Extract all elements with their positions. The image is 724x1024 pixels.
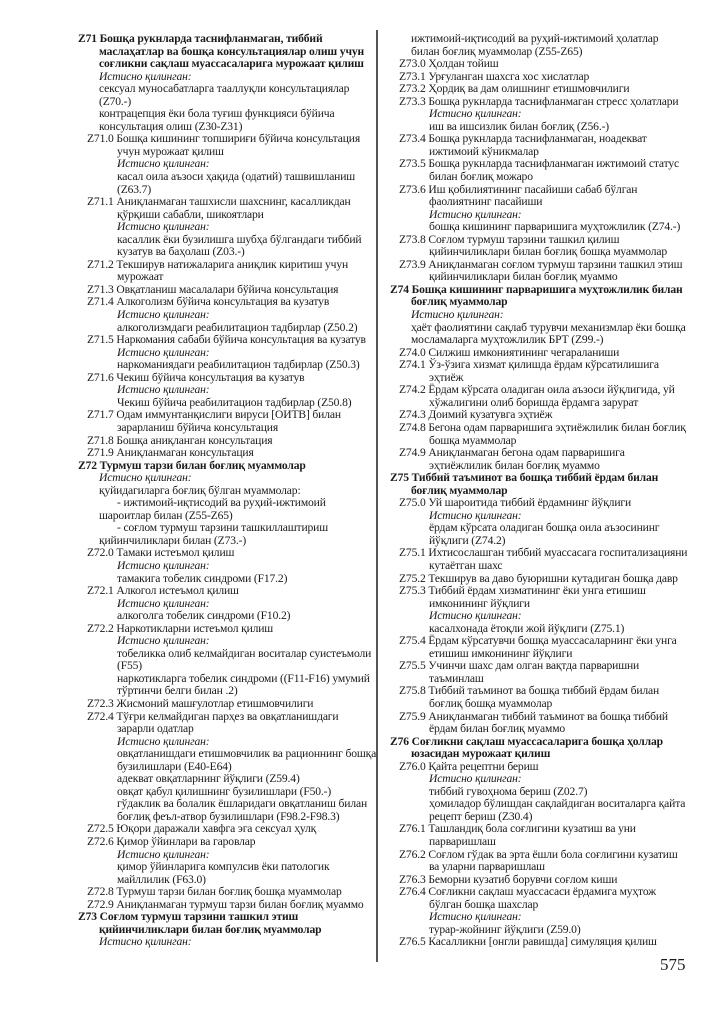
exclusion-label: Истисно қилинган:: [429, 772, 522, 786]
note-line: адекват овқатларнинг йўқлиги (Z59.4): [117, 772, 300, 786]
note-line: контрацепция ёки бола туғиш функцияси бўйича: [99, 107, 335, 121]
subcategory-line: Z73.9 Аниқланмаган соғлом турмуш тарзини ташкил этиш: [399, 257, 683, 271]
subcategory-line: Z73.2 Ҳордиқ ва дам олишнинг етишмовчилиги: [399, 82, 630, 96]
note-line: шароитлар билан (Z55-Z65): [99, 508, 233, 522]
subcategory-continuation: билан боғлиқ можаро: [429, 170, 533, 184]
category-heading-continuation: боғлиқ муаммолар: [411, 295, 508, 309]
subcategory-line: Z75.9 Аниқланмаган тиббий таъминот ва бошқа тиббий: [399, 709, 668, 723]
subcategory-continuation: зарарланиш бўйича консультация: [117, 420, 279, 434]
subcategory-line: Z73.5 Бошқа рукнларда таснифланмаган ижтимоий статус: [399, 157, 679, 171]
right-column: [390, 33, 690, 949]
exclusion-label: Истисно қилинган:: [117, 157, 210, 171]
note-line: овқат қабул қилишнинг бузилишлари (F50.-): [117, 784, 332, 798]
category-heading: Z73 Соғлом турмуш тарзини ташкил этиш: [78, 910, 299, 924]
note-line: касалхонада ётоқли жой йўқлиги (Z75.1): [429, 621, 625, 635]
note-line: ҳаёт фаолиятини сақлаб турувчи механизмлар ёки бошқа: [411, 320, 686, 334]
subcategory-line: Z74.1 Ўз-ўзига хизмат қилишда ёрдам кўрсатилишига: [399, 358, 659, 372]
subcategory-line: Z72.0 Тамаки истеъмол қилиш: [87, 546, 235, 560]
note-line: кузатув ва баҳолаш (Z03.-): [117, 245, 245, 259]
subcategory-continuation: эҳтиёж: [429, 370, 464, 384]
subcategory-line: Z76.4 Соғликни сақлаш муассасаси ёрдамига муҳтож: [399, 885, 657, 899]
subcategory-line: Z74.2 Ёрдам кўрсата оладиган оила аъзоси йўқлигида, уй: [399, 383, 675, 397]
note-line: касал оила аъзоси ҳақида (одатий) ташвишланиш: [117, 170, 356, 184]
subcategory-line: Z71.3 Овқатланиш масалалари бўйича консультация: [87, 282, 339, 296]
exclusion-label: Истисно қилинган:: [429, 508, 522, 522]
subcategory-line: Z76.0 Қайта рецептни бериш: [399, 759, 539, 773]
exclusion-label: Истисно қилинган:: [117, 847, 210, 861]
subcategory-line: Z71.2 Текширув натижаларига аниқлик киритиш учун: [87, 257, 349, 271]
note-line: (F55): [117, 659, 143, 673]
exclusion-label: Истисно қилинган:: [99, 935, 192, 949]
subcategory-line: Z73.0 Ҳолдан тойиш: [399, 57, 499, 71]
subcategory-line: Z72.6 Қимор ўйинлари ва гаровлар: [87, 835, 256, 848]
note-line: бошқа кишининг парваришига муҳтожлилик (Z74.-): [429, 220, 681, 234]
subcategory-line: Z75.2 Текширув ва даво буюришни кутадиган бошқа давр: [399, 571, 678, 585]
subcategory-line: Z75.5 Учинчи шахс дам олган вақтда парваришни: [399, 659, 640, 673]
category-heading: Z74 Бошқа кишининг парваришига муҳтожлилик билан: [390, 282, 683, 296]
subcategory-line: Z73.8 Соғлом турмуш тарзини ташкил қилиш: [399, 232, 620, 246]
subcategory-continuation: кутаётган шахс: [429, 558, 503, 572]
subcategory-continuation: боғлиқ бошқа муаммолар: [429, 696, 553, 710]
exclusion-label: Истисно қилинган:: [117, 345, 210, 359]
note-line: наркотикларга тобелик синдроми ((F11-F16) умумий: [117, 671, 370, 685]
exclusion-label: Истисно қилинган:: [99, 69, 192, 83]
subcategory-continuation: қийинчиликлари билан боғлиқ бошқа муаммолар: [429, 245, 668, 259]
note-line: тиббий гувоҳнома бериш (Z02.7): [429, 784, 588, 798]
note-line: иш ва ишсизлик билан боғлиқ (Z56.-): [429, 119, 609, 133]
subcategory-line: Z72.8 Турмуш тарзи билан боғлиқ бошқа муаммолар: [87, 885, 342, 899]
subcategory-line: Z71.4 Алкоголизм бўйича консультация ва кузатув: [87, 295, 330, 309]
subcategory-continuation: бошқа муаммолар: [429, 433, 517, 447]
note-line: тамакига тобелик синдроми (F17.2): [117, 571, 288, 585]
note-line: қимор ўйинларига компулсив ёки патологик: [117, 860, 330, 874]
subcategory-continuation: фаолиятнинг пасайиши: [429, 195, 543, 209]
note-line: алкоголизмдаги реабилитацион тадбирлар (Z50.2): [117, 320, 358, 334]
note-line: наркоманиядаги реабилитацион тадбирлар (Z50.3): [117, 358, 360, 372]
subcategory-line: Z73.3 Бошқа рукнларда таснифланмаган стресс ҳолатлари: [399, 94, 679, 108]
subcategory-line: Z76.2 Соғлом гўдак ва эрта ёшли бола соғлигини кузатиш: [399, 847, 678, 861]
subcategory-line: Z71.0 Бошқа кишининг топшириғи бўйича консультация: [87, 132, 361, 146]
subcategory-continuation: бўлган бошқа шахслар: [429, 897, 539, 911]
note-line: тўртинчи белги билан .2): [117, 684, 238, 698]
note-line: қийинчиликлари билан (Z73.-): [99, 533, 247, 547]
note-line: (Z63.7): [117, 182, 152, 196]
note-line: майллилик (F63.0): [117, 872, 206, 886]
note-line: сексуал муносабатларга тааллуқли консультациялар: [99, 82, 350, 96]
subcategory-continuation: қийинчиликлари билан боғлиқ муаммо: [429, 270, 618, 284]
subcategory-line: Z72.5 Юқори даражали хавфга эга сексуал ҳулқ: [87, 822, 317, 836]
note-line: касаллик ёки бузилишга шубҳа бўлгандаги тиббий: [117, 232, 362, 246]
subcategory-line: Z74.9 Аниқланмаган бегона одам парваришига: [399, 446, 625, 460]
category-heading-continuation: боғлиқ муаммолар: [411, 483, 508, 497]
subcategory-continuation: қўрқиши сабабли, шикоятлари: [117, 207, 264, 221]
note-line: қуйидагиларга боғлиқ бўлган муаммолар:: [99, 483, 301, 497]
note-line: мосламаларга муҳтожлилик БРТ (Z99.-): [411, 333, 604, 347]
note-line: ёрдам кўрсата оладиган бошқа оила аъзосининг: [429, 521, 660, 535]
subcategory-line: Z75.3 Тиббий ёрдам хизматининг ёки унга етишиш: [399, 584, 646, 598]
page-number: 575: [660, 955, 686, 974]
exclusion-label: Истисно қилинган:: [117, 596, 210, 610]
subcategory-line: Z74.0 Силжиш имкониятининг чегараланиши: [399, 345, 620, 359]
subcategory-line: Z73.1 Урғуланган шахсга хос хислатлар: [399, 69, 590, 83]
subcategory-line: Z74.8 Бегона одам парваришига эҳтиёжлилик билан боғлиқ: [399, 420, 686, 434]
subcategory-line: Z71.7 Одам иммунтанқислиги вируси [ОИТВ] билан: [87, 408, 341, 422]
subcategory-line: Z71.9 Аниқланмаган консультация: [87, 446, 254, 460]
exclusion-label: Истисно қилинган:: [429, 207, 522, 221]
category-heading: Z75 Тиббий таъминот ва бошқа тиббий ёрдам билан: [390, 471, 659, 485]
category-heading: Z76 Соғликни сақлаш муассасаларига бошқа ҳоллар: [390, 734, 663, 748]
subcategory-continuation: имконининг йўқлиги: [429, 596, 530, 610]
subcategory-line: Z72.3 Жисмоний машғулотлар етишмовчилиги: [87, 696, 314, 710]
note-line: тобеликка олиб келмайдиган воситалар суистеъмоли: [117, 646, 372, 660]
note-line: гўдаклик ва болалик ёшларидаги овқатланиш билан: [117, 797, 368, 811]
subcategory-line: Z71.5 Наркомания сабаби бўйича консультация ва кузатув: [87, 333, 366, 347]
subcategory-continuation: етишиш имконининг йўқлиги: [429, 646, 573, 660]
subcategory-continuation: ижтимоий кўникмалар: [429, 144, 539, 158]
note-dash-line: - ижтимоий-иқтисодий ва руҳий-ижтимоий: [117, 496, 326, 510]
note-line: билан боғлиқ муаммолар (Z55-Z65): [411, 44, 583, 58]
note-line: алкоголга тобелик синдроми (F10.2): [117, 609, 291, 623]
exclusion-label: Истисно қилинган:: [117, 383, 210, 397]
exclusion-label: Истисно қилинган:: [117, 220, 210, 234]
subcategory-line: Z76.1 Ташландиқ бола соғлигини кузатиш ва уни: [399, 822, 636, 836]
category-heading: Z71 Бошқа рукнларда таснифланмаган, тиббий: [78, 32, 323, 45]
subcategory-line: Z76.3 Беморни кузатиб борувчи соғлом киши: [399, 872, 618, 886]
note-line: консультация олиш (Z30-Z31): [99, 119, 243, 133]
exclusion-label: Истисно қилинган:: [117, 308, 210, 322]
category-heading: Z72 Турмуш тарзи билан боғлиқ муаммолар: [78, 458, 306, 472]
subcategory-line: Z72.2 Наркотикларни истеъмол қилиш: [87, 621, 274, 635]
subcategory-continuation: таъминлаш: [429, 671, 484, 685]
exclusion-label: Истисно қилинган:: [429, 107, 522, 121]
subcategory-continuation: ва уларни парваришлаш: [429, 860, 545, 874]
category-heading-continuation: юзасидан мурожаат қилиш: [411, 747, 551, 761]
left-column: [78, 33, 378, 949]
note-line: ижтимоий-иқтисодий ва руҳий-ижтимоий ҳолатлар: [411, 32, 659, 45]
subcategory-line: Z71.1 Аниқланмаган ташхисли шахснинг, касалликдан: [87, 195, 351, 209]
subcategory-line: Z72.4 Тўғри келмайдиган парҳез ва овқатланишдаги: [87, 709, 339, 723]
subcategory-line: Z73.4 Бошқа рукнларда таснифланмаган, ноадекват: [399, 132, 647, 146]
exclusion-label: Истисно қилинган:: [429, 910, 522, 924]
subcategory-continuation: хўжалигини олиб боришда ёрдамга зарурат: [429, 395, 639, 409]
subcategory-line: Z72.9 Аниқланмаган турмуш тарзи билан боғлиқ муаммо: [87, 897, 364, 911]
exclusion-label: Истисно қилинган:: [411, 308, 504, 322]
note-dash-line: - соғлом турмуш тарзини ташкиллаштириш: [117, 521, 328, 535]
note-line: Чекиш бўйича реабилитацион тадбирлар (Z50.8): [117, 395, 352, 409]
subcategory-continuation: парваришлаш: [429, 835, 496, 848]
subcategory-line: Z72.1 Алкогол истеъмол қилиш: [87, 584, 239, 598]
note-line: рецепт бериш (Z30.4): [429, 809, 533, 823]
exclusion-label: Истисно қилинган:: [117, 558, 210, 572]
note-line: овқатланишдаги етишмовчилик ва рационнинг бошқа: [117, 747, 377, 761]
category-heading-continuation: қийинчиликлари билан боғлиқ муаммолар: [99, 922, 322, 936]
note-line: турар-жойнинг йўқлиги (Z59.0): [429, 922, 581, 936]
subcategory-continuation: зарарли одатлар: [117, 722, 194, 736]
note-line: боғлиқ феъл-атвор бузилишлари (F98.2-F98.3): [117, 809, 340, 823]
subcategory-line: Z71.8 Бошқа аниқланган консультация: [87, 433, 273, 447]
subcategory-line: Z73.6 Иш қобилиятининг пасайиши сабаб бўлган: [399, 182, 638, 196]
subcategory-line: Z74.3 Доимий кузатувга эҳтиёж: [399, 408, 553, 422]
subcategory-continuation: мурожаат: [117, 270, 164, 284]
note-line: бузилишлари (E40-E64): [117, 759, 232, 773]
exclusion-label: Истисно қилинган:: [117, 734, 210, 748]
subcategory-line: Z75.8 Тиббий таъминот ва бошқа тиббий ёрдам билан: [399, 684, 660, 698]
note-line: ҳомиладор бўлишдан сақлайдиган воситаларга қайта: [429, 797, 686, 811]
subcategory-line: Z75.1 Ихтисослашган тиббий муассасага госпитализацияни: [399, 546, 688, 560]
column-divider: [376, 30, 378, 962]
note-line: йўқлиги (Z74.2): [429, 533, 506, 547]
subcategory-line: Z71.6 Чекиш бўйича консультация ва кузатув: [87, 370, 305, 384]
subcategory-line: Z75.4 Ёрдам кўрсатувчи бошқа муассасаларнинг ёки унга: [399, 634, 677, 648]
subcategory-line: Z75.0 Уй шароитида тиббий ёрдамнинг йўқлиги: [399, 496, 632, 510]
exclusion-label: Истисно қилинган:: [99, 471, 192, 485]
subcategory-continuation: эҳтиёжлилик билан боғлиқ муаммо: [429, 458, 600, 472]
subcategory-continuation: учун мурожаат қилиш: [117, 144, 224, 158]
category-heading-continuation: соғликни сақлаш муассасаларига мурожаат қилиш: [99, 57, 364, 71]
subcategory-continuation: ёрдам билан боғлиқ муаммо: [429, 722, 566, 736]
exclusion-label: Истисно қилинган:: [117, 634, 210, 648]
subcategory-line: Z76.5 Касалликни [онгли равишда] симуляция қилиш: [399, 935, 657, 949]
note-line: (Z70.-): [99, 94, 132, 108]
category-heading-continuation: маслаҳатлар ва бошқа консультациялар олиш учун: [99, 44, 365, 58]
exclusion-label: Истисно қилинган:: [429, 609, 522, 623]
